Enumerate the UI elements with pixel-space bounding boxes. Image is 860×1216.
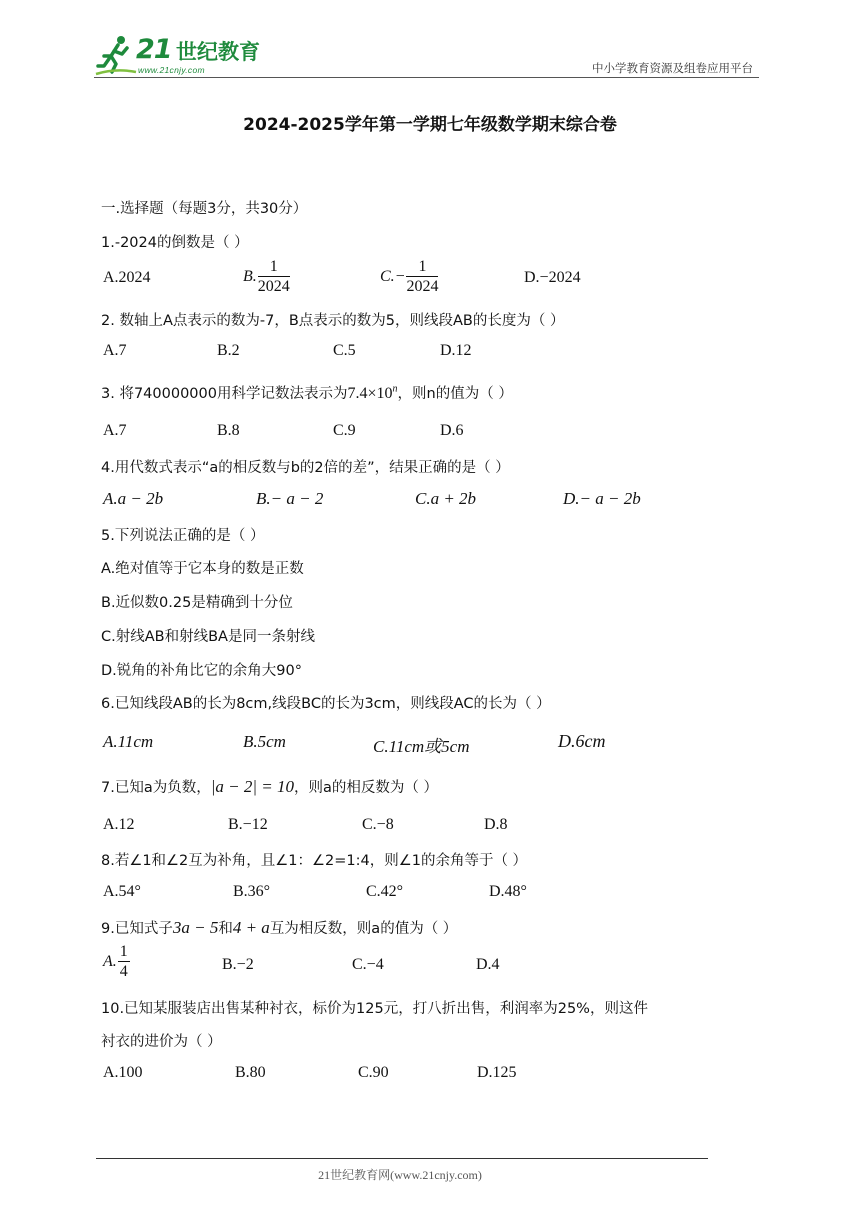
- fraction-numerator: 1: [258, 258, 290, 277]
- question-9-option-a: [103, 943, 130, 982]
- question-8-stem: 8.若∠1和∠2互为补角，且∠1：∠2=1:4，则∠1的余角等于（ ）: [101, 853, 528, 869]
- question-5-option-b: B.近似数0.25是精确到十分位: [101, 595, 293, 611]
- question-2-option-c: C.5: [333, 342, 356, 359]
- question-2-option-d: D.12: [440, 342, 472, 359]
- question-8-option-c: C.42°: [366, 883, 404, 900]
- question-10-option-d: D.125: [477, 1064, 517, 1081]
- question-8-option-d: D.48°: [489, 883, 527, 900]
- option-label: B.: [243, 268, 257, 286]
- question-10-stem-line-2: 衬衣的进价为（ ）: [101, 1034, 222, 1050]
- question-5-option-c: C.射线AB和射线BA是同一条射线: [101, 629, 315, 645]
- question-9-stem-mid: 和: [218, 921, 233, 937]
- question-5-option-a: A.绝对值等于它本身的数是正数: [101, 561, 304, 577]
- fraction-denominator: 2024: [257, 278, 290, 295]
- question-7-option-d: D.8: [484, 816, 508, 833]
- footer-divider: [96, 1158, 708, 1159]
- question-7-option-c: C.−8: [362, 816, 394, 833]
- footer-text: 21世纪教育网(www.21cnjy.com): [318, 1168, 482, 1182]
- logo-text: 世纪教育: [176, 40, 260, 64]
- question-4-option-a: A.a − 2b: [103, 489, 164, 508]
- question-2-stem: 2. 数轴上A点表示的数为-7，B点表示的数为5，则线段AB的长度为（ ）: [101, 313, 565, 329]
- question-7-stem: [101, 776, 438, 797]
- question-10-option-c: C.90: [358, 1064, 389, 1081]
- exponent: n: [392, 383, 398, 395]
- page-title: 2024-2025学年第一学期七年级数学期末综合卷: [243, 115, 617, 135]
- question-3-stem-post: ，则n的值为（ ）: [397, 386, 513, 402]
- question-5-stem: 5.下列说法正确的是（ ）: [101, 528, 265, 544]
- question-3-option-c: C.9: [333, 422, 356, 439]
- question-2-option-b: B.2: [217, 342, 240, 359]
- question-6-option-b: B.5cm: [243, 732, 286, 751]
- question-10-option-a: A.100: [103, 1064, 143, 1081]
- question-7-math: |a − 2| = 10: [210, 777, 295, 796]
- runner-logo-icon: [94, 34, 138, 78]
- question-2-option-a: A.7: [103, 342, 127, 359]
- question-7-stem-post: ，则a的相反数为（ ）: [294, 780, 439, 796]
- fraction-denominator: 4: [119, 963, 128, 980]
- site-logo: [94, 34, 264, 78]
- question-4-stem: 4.用代数式表示“a的相反数与b的2倍的差”，结果正确的是（ ）: [101, 460, 510, 476]
- question-7-option-b: B.−12: [228, 816, 268, 833]
- question-1-option-c: [380, 258, 438, 297]
- fraction-denominator: 2024: [406, 278, 439, 295]
- page-header: [94, 28, 759, 78]
- question-1-option-b: [243, 258, 290, 297]
- question-9-option-b: B.−2: [222, 956, 254, 973]
- section-heading: 一.选择题（每题3分，共30分）: [101, 201, 308, 217]
- question-10-option-b: B.80: [235, 1064, 266, 1081]
- question-4-option-d: D.− a − 2b: [563, 489, 641, 508]
- question-6-option-a: A.11cm: [103, 732, 154, 751]
- question-3-math: [347, 385, 397, 402]
- option-label: A.: [103, 953, 117, 971]
- question-8-option-b: B.36°: [233, 883, 271, 900]
- question-1-option-a: A.2024: [103, 269, 151, 286]
- header-divider: [94, 77, 759, 78]
- question-9-option-d: D.4: [476, 956, 500, 973]
- question-6-option-d: D.6cm: [558, 731, 606, 751]
- fraction-numerator: 1: [119, 943, 128, 960]
- logo-number: 21: [136, 34, 172, 65]
- question-7-stem-pre: 7.已知a为负数，: [101, 780, 211, 796]
- question-8-option-a: A.54°: [103, 883, 141, 900]
- question-9-math-2: 4 + a: [232, 918, 270, 937]
- question-9-option-c: C.−4: [352, 956, 384, 973]
- question-3-stem-pre: 3. 将740000000用科学记数法表示为: [101, 386, 348, 402]
- question-9-math-1: 3a − 5: [172, 918, 219, 937]
- question-9-stem-pre: 9.已知式子: [101, 921, 173, 937]
- fraction-numerator: 1: [406, 258, 438, 277]
- question-1-option-d: D.−2024: [524, 269, 581, 286]
- question-3-stem: [101, 382, 513, 403]
- question-9-stem: [101, 917, 457, 938]
- question-6-stem: 6.已知线段AB的长为8cm,线段BC的长为3cm，则线段AC的长为（ ）: [101, 696, 551, 712]
- header-platform-text: 中小学教育资源及组卷应用平台: [592, 61, 753, 75]
- question-1-stem: 1.-2024的倒数是（ ）: [101, 235, 249, 251]
- question-5-option-d: D.锐角的补角比它的余角大90°: [101, 663, 302, 679]
- question-6-option-c: C.11cm或5cm: [373, 737, 470, 756]
- question-4-option-b: B.− a − 2: [256, 489, 324, 508]
- option-label: C.−: [380, 268, 406, 286]
- question-4-option-c: C.a + 2b: [415, 489, 477, 508]
- question-10-stem-line-1: 10.已知某服装店出售某种衬衣，标价为125元，打八折出售，利润率为25%，则这件: [101, 1001, 648, 1017]
- question-3-option-d: D.6: [440, 422, 464, 439]
- question-7-option-a: A.12: [103, 816, 135, 833]
- scientific-notation: 7.4×10: [347, 385, 393, 402]
- logo-url: www.21cnjy.com: [138, 65, 205, 75]
- question-3-option-b: B.8: [217, 422, 240, 439]
- question-9-stem-post: 互为相反数，则a的值为（ ）: [269, 921, 458, 937]
- question-3-option-a: A.7: [103, 422, 127, 439]
